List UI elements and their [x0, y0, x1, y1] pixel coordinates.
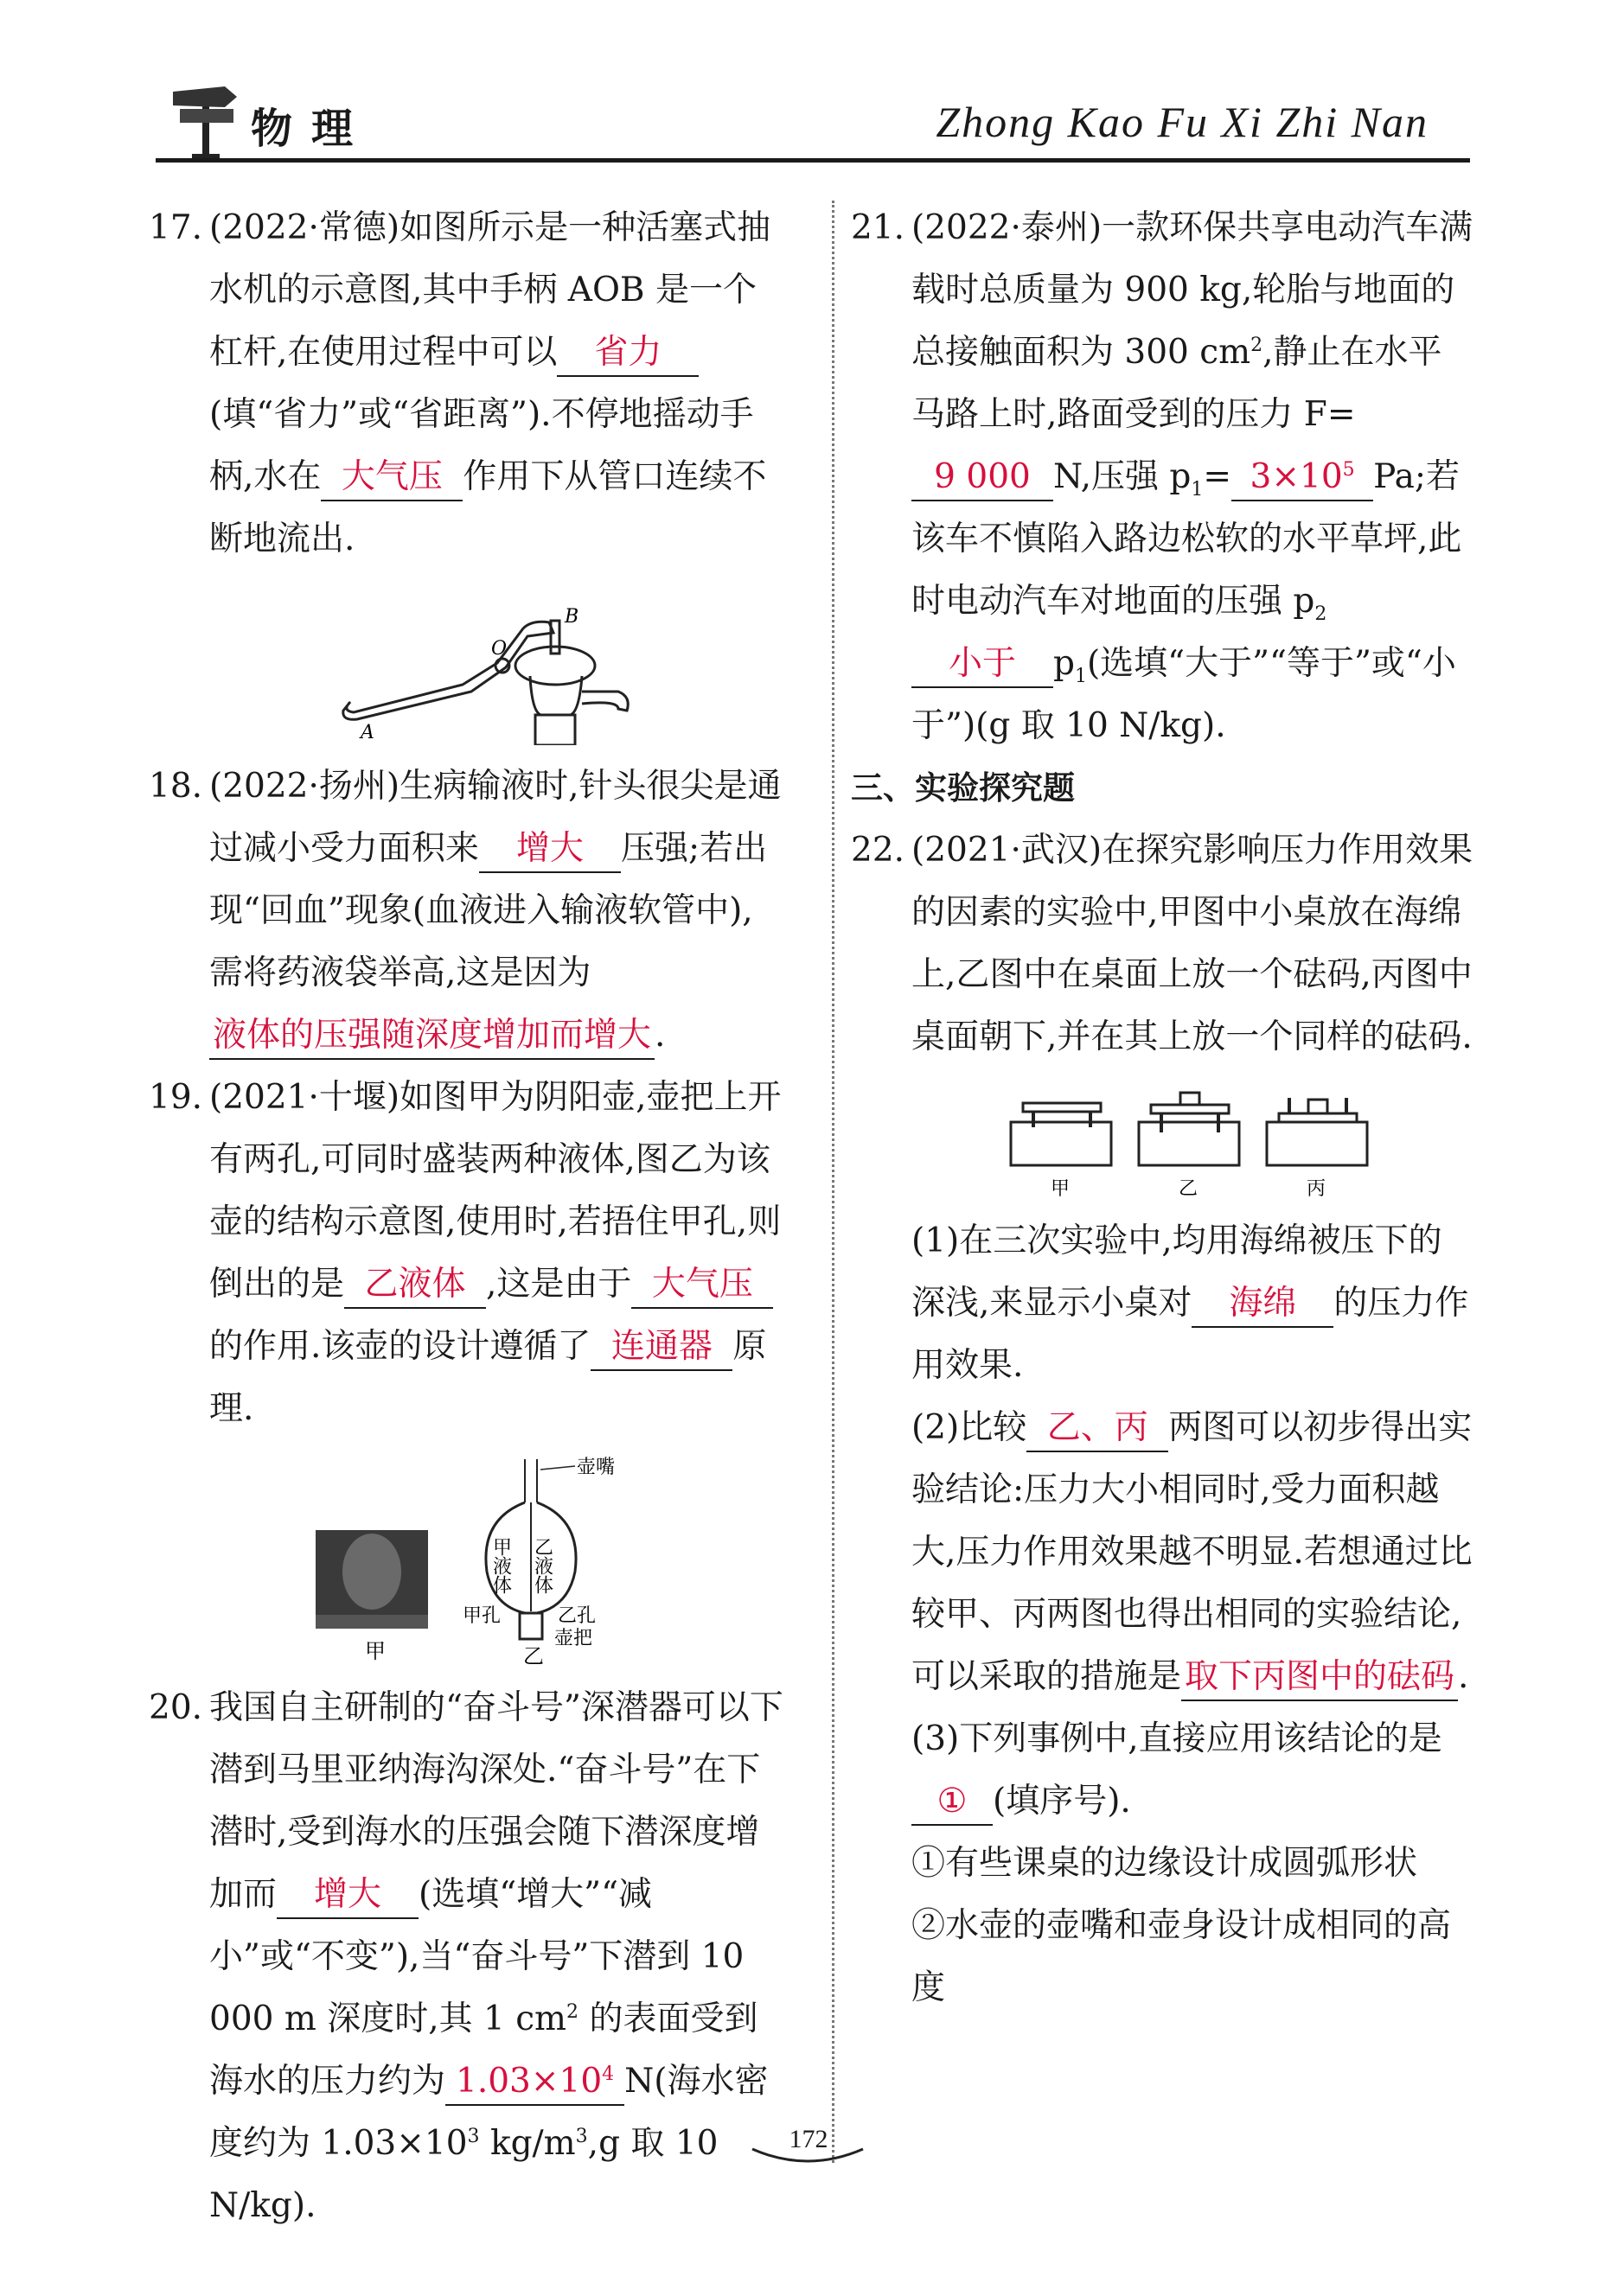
question-18: [149, 756, 785, 1067]
question-number: 22.: [851, 831, 905, 870]
label-B: B: [565, 606, 579, 628]
header-rule: [156, 158, 1470, 163]
question-text: (2021·十堰)如图甲为阴阳壶,壶把上开有两孔,可同时盛装两种液体,图乙为该壶的结构示意图,使用时,若捂住甲孔,则倒出的是: [209, 1078, 782, 1304]
answer-blank: 大气压: [321, 455, 463, 501]
question-text: (填序号).: [993, 1782, 1131, 1821]
question-text: Pa;若该车不慎陷入路边松软的水平草坪,此时电动汽车对地面的压强 p: [911, 457, 1462, 621]
question-number: 21.: [851, 208, 905, 247]
answer-blank: [445, 2059, 624, 2106]
option-1: ①有些课桌的边缘设计成圆弧形状: [911, 1844, 1418, 1883]
question-22-part-1: [851, 1210, 1473, 1397]
signpost-logo-icon: [164, 80, 247, 163]
question-text: (2022·常德)如图所示是一种活塞式抽水机的示意图,其中手柄 AOB 是一个杠杆,在使用过程中可以: [209, 208, 771, 372]
right-column: [851, 197, 1473, 2019]
label-liquid-yi: 乙液体: [531, 1537, 553, 1594]
question-22-part-3: [851, 1708, 1473, 1833]
question-text: (2022·泰州)一款环保共享电动汽车满载时总质量为 900 kg,轮胎与地面的总接触面积为 300 cm: [911, 208, 1473, 372]
label-A: A: [361, 722, 374, 743]
left-column: [149, 197, 785, 2237]
question-text: 原理.: [209, 1327, 767, 1428]
question-text: kg/m: [479, 2124, 576, 2163]
label-O: O: [491, 638, 508, 660]
subscript: 1: [1074, 665, 1087, 687]
page-number-decoration: [747, 2144, 868, 2170]
label-handle: 壶把: [554, 1628, 593, 1649]
question-20: [149, 1677, 785, 2237]
label-hole-yi: 乙孔: [558, 1605, 597, 1627]
question-number: 17.: [149, 208, 203, 247]
question-text: (3)下列事例中,直接应用该结论的是: [911, 1719, 1442, 1758]
header-title: Zhong Kao Fu Xi Zhi Nan: [936, 98, 1429, 146]
answer-blank: 连通器: [591, 1324, 732, 1371]
question-19: [149, 1067, 785, 1667]
superscript: 3: [575, 2126, 588, 2147]
answer-blank: 大气压: [631, 1262, 773, 1309]
answer-blank: 小于: [911, 641, 1053, 688]
subscript: 1: [1191, 478, 1204, 501]
label-liquid-jia: 甲液体: [489, 1537, 512, 1594]
answer-blank: 增大: [479, 826, 621, 873]
option-2: ②水壶的壶嘴和壶身设计成相同的高度: [911, 1906, 1452, 2007]
question-22-part-2: [851, 1397, 1473, 1708]
answer-value: 3×10: [1250, 457, 1343, 496]
question-text: (1)在三次实验中,均用海绵被压下的深浅,来显示小桌对: [911, 1221, 1442, 1323]
answer-value: 1.03×10: [456, 2062, 603, 2101]
caption-bing: 丙: [1307, 1178, 1326, 1200]
question-text: N(海水密度约为 1.03×10: [209, 2062, 769, 2163]
pressure-experiment-figure: [1002, 1079, 1383, 1200]
pump-figure: [333, 581, 662, 745]
answer-blank: 取下丙图中的砝码: [1181, 1655, 1458, 1701]
question-text: =: [1203, 457, 1232, 496]
answer-blank: 海绵: [1192, 1281, 1333, 1328]
question-text: 压强;若出现“回血”现象(血液进入输液软管中),需将药液袋举高,这是因为: [209, 829, 768, 992]
question-text: 作用下从管口连续不断地流出.: [209, 457, 767, 558]
question-text: (填“省力”或“省距离”).不停地摇动手柄,水在: [209, 395, 754, 496]
superscript: 5: [1342, 459, 1355, 481]
question-text: p: [1053, 644, 1075, 683]
question-text: (选填“大于”“等于”或“小于”)(g 取 10 N/kg).: [911, 644, 1456, 745]
caption-jia: 甲: [1051, 1178, 1071, 1200]
header-subject: 物理: [251, 105, 373, 153]
answer-blank: 增大: [277, 1872, 419, 1919]
superscript: 2: [566, 2001, 579, 2023]
caption-yi: 乙: [1179, 1178, 1198, 1200]
answer-blank: [1231, 455, 1373, 501]
label-hole-jia: 甲孔: [463, 1605, 502, 1627]
answer-blank: 9 000: [911, 455, 1053, 501]
question-text: 的表面受到海水的压力约为: [209, 1999, 758, 2101]
question-text: 的压力作用效果.: [911, 1284, 1469, 1385]
question-number: 20.: [149, 1688, 203, 1727]
caption-jia: 甲: [365, 1639, 386, 1663]
question-text: ,这是由于: [486, 1265, 632, 1304]
question-text: (2022·扬州)生病输液时,针头很尖是通过减小受力面积来: [209, 767, 782, 868]
answer-blank: ①: [911, 1779, 993, 1826]
question-text: N,压强 p: [1053, 457, 1192, 496]
superscript: 2: [1250, 335, 1263, 356]
question-17: [149, 197, 785, 745]
question-text: .: [655, 1016, 666, 1055]
question-text: 两图可以初步得出实验结论:压力大小相同时,受力面积越大,压力作用效果越不明显.若想通过比较甲、丙两图也得出相同的实验结论,可以采取的措施是: [911, 1408, 1473, 1696]
column-divider: [832, 201, 834, 2163]
question-text: (选填“增大”“减小”或“不变”),当“奋斗号”下潜到 10 000 m 深度时,其 1 cm: [209, 1875, 745, 2038]
question-21: [851, 197, 1473, 757]
superscript: 3: [467, 2126, 480, 2147]
answer-blank: 乙液体: [344, 1262, 486, 1309]
page-number: 172: [789, 2125, 828, 2153]
yinyang-pot-figure: [298, 1451, 696, 1667]
question-text: (2021·武汉)在探究影响压力作用效果的因素的实验中,甲图中小桌放在海绵上,乙图中在桌面上放一个砝码,丙图中桌面朝下,并在其上放一个同样的砝码.: [911, 831, 1473, 1056]
question-text: 的作用.该壶的设计遵循了: [209, 1327, 591, 1366]
label-spout: 壶嘴: [577, 1457, 616, 1478]
superscript: 4: [602, 2063, 615, 2085]
question-text: .: [1458, 1657, 1469, 1696]
answer-blank: 乙、丙: [1026, 1406, 1168, 1452]
section-heading: 三、实验探究题: [851, 769, 1075, 807]
question-text: ,静止在水平马路上时,路面受到的压力 F=: [911, 333, 1442, 434]
question-text: ,g 取 10 N/kg).: [209, 2124, 719, 2225]
question-22: [851, 820, 1473, 1200]
question-number: 19.: [149, 1078, 203, 1117]
answer-blank: 省力: [557, 330, 699, 377]
answer-blank: 液体的压强随深度增加而增大: [209, 1013, 655, 1060]
question-text: 我国自主研制的“奋斗号”深潜器可以下潜到马里亚纳海沟深处.“奋斗号”在下潜时,受到海水的压强会随下潜深度增加而: [209, 1688, 783, 1914]
caption-yi: 乙: [523, 1644, 544, 1667]
question-number: 18.: [149, 767, 203, 806]
question-text: (2)比较: [911, 1408, 1027, 1447]
subscript: 2: [1314, 603, 1327, 625]
